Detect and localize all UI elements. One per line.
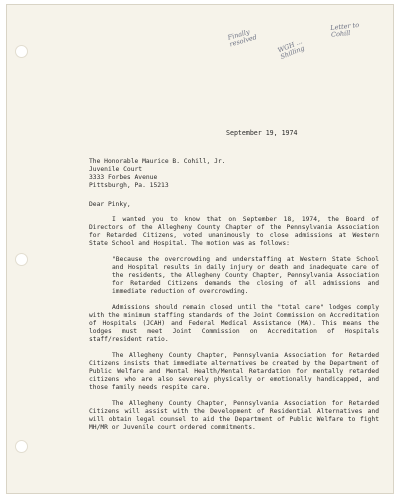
- address-line: The Honorable Maurice B. Cohill, Jr.: [89, 158, 226, 165]
- body-paragraph: Admissions should remain closed until the "total care" lodges comply with the minimum staffing standards of the Joint Commission on Accreditation of Hospitals (JCAH) and Federal Medical Assistance (MA). This means the lodges must meet Joint Commission on Accreditation of Hospitals staff/resident ratio.: [89, 304, 379, 343]
- letter-page: [6, 4, 394, 494]
- handwritten-note-letter-to-cohill: Letter to Cohill: [329, 20, 360, 39]
- punch-hole: [15, 45, 28, 58]
- punch-hole: [15, 253, 28, 266]
- address-line: Pittsburgh, Pa. 15213: [89, 182, 169, 189]
- body-paragraph: The Allegheny County Chapter, Pennsylvania Association for Retarded Citizens will assist with the Development of Residential Alternatives and will obtain legal counsel to aid the Department of Public Welfare to fight MH/MR or Juvenile court ordered commitments.: [89, 400, 379, 431]
- salutation: Dear Pinky,: [89, 201, 131, 208]
- punch-hole: [15, 440, 28, 453]
- motion-quote: "Because the overcrowding and understaffing at Western State School and Hospital results in daily injury or death and inadequate care of the residents, the Allegheny County Chapter, Pennsylvania Association for Retarded Citizens demands the closing of all admissions and immediate reduction of overcrowding.: [112, 256, 379, 295]
- handwritten-note-finally-resolved: Finally resolved: [226, 27, 258, 49]
- address-line: Juvenile Court: [89, 166, 143, 173]
- body-paragraph: I wanted you to know that on September 18, 1974, the Board of Directors of the Allegheny County Chapter of the Pennsylvania Association for Retarded Citizens, voted unanimously to close admissions at Western State School and Hospital. The motion was as follows:: [89, 216, 379, 247]
- letter-body: [89, 216, 379, 440]
- recipient-address: [89, 158, 225, 190]
- body-paragraph: The Allegheny County Chapter, Pennsylvania Association for Retarded Citizens insists that immediate alternatives be created by the Department of Public Welfare and Mental Health/Mental Retardation for mentally retarded citizens who are also severely physically or emotionally handicapped, and those family needs respite care.: [89, 352, 379, 391]
- handwritten-note-wgh: WGH ... Shilling: [276, 37, 306, 61]
- letter-date: September 19, 1974: [226, 129, 298, 137]
- address-line: 3333 Forbes Avenue: [89, 174, 158, 181]
